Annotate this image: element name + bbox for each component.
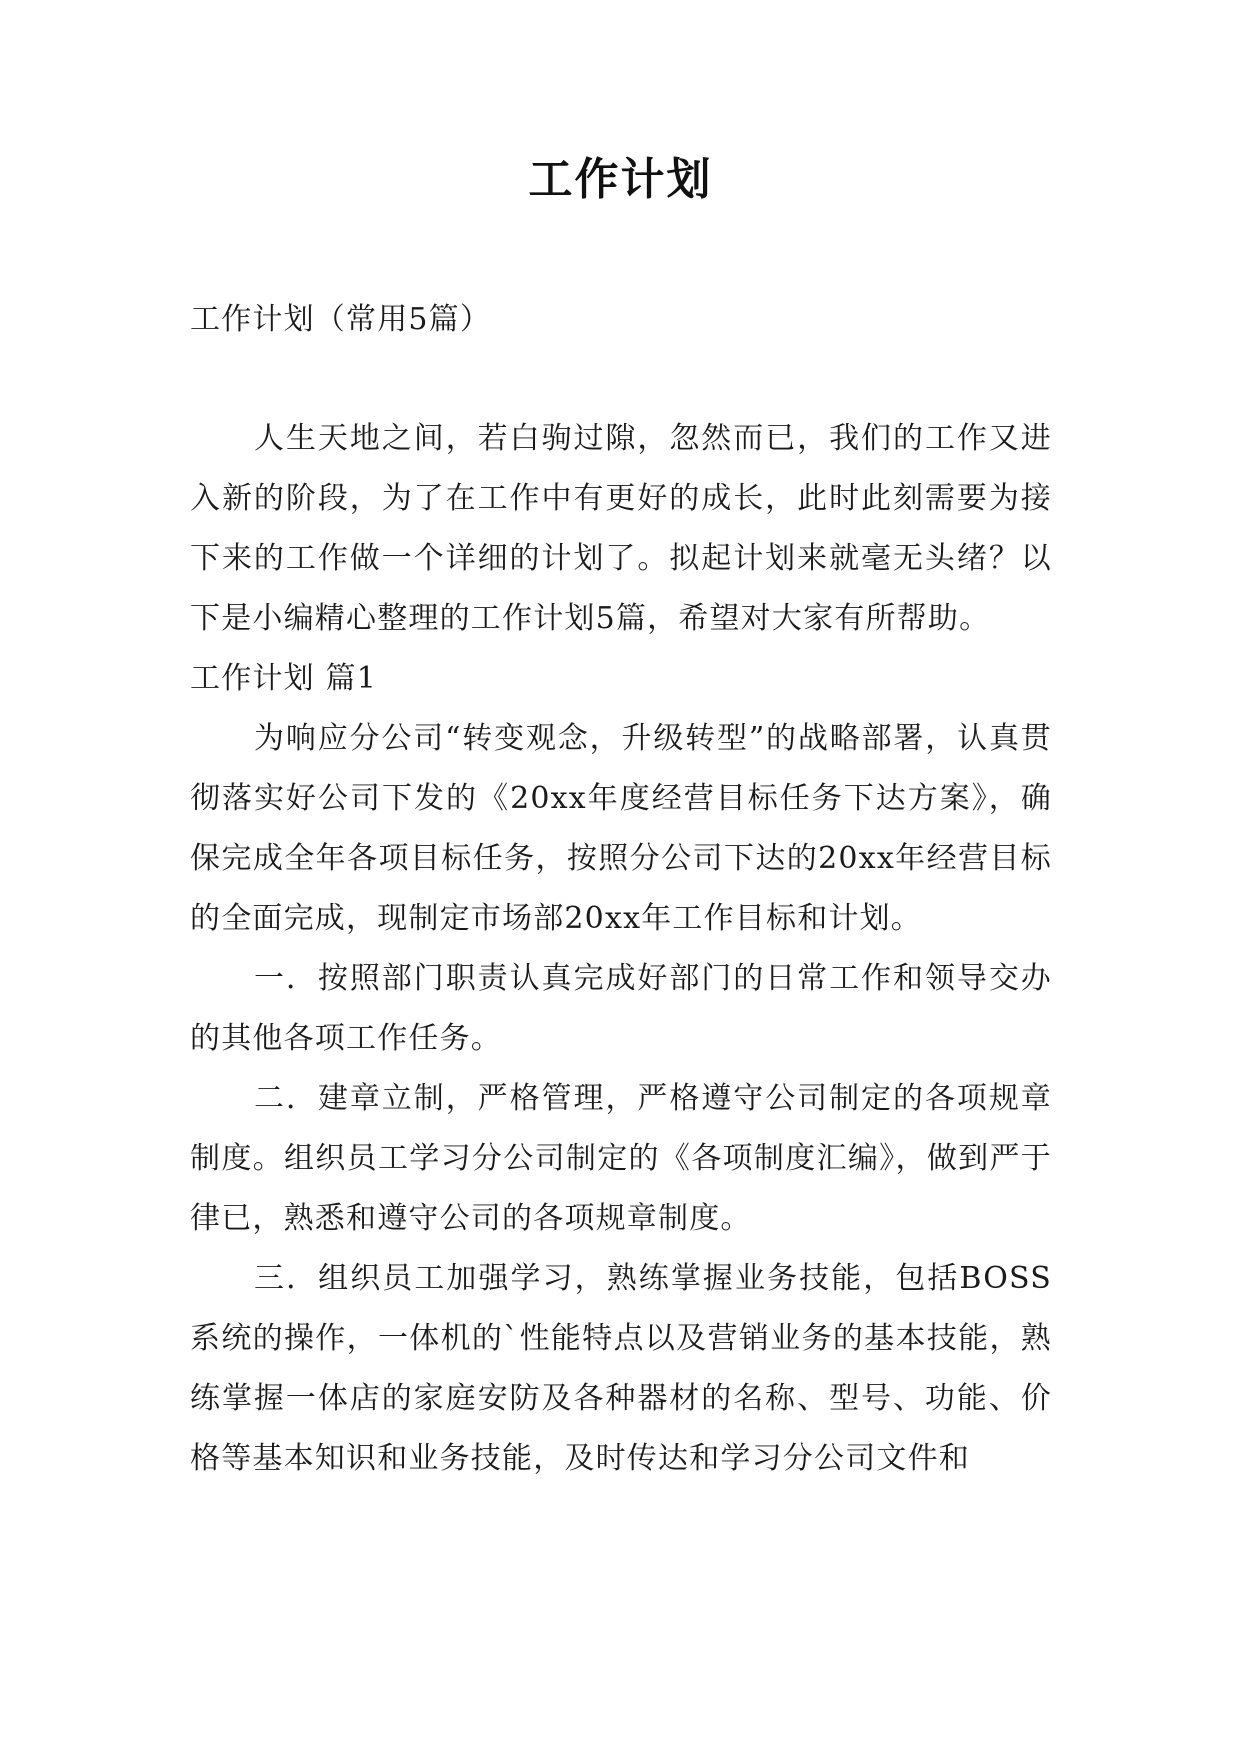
intro-paragraph: 人生天地之间，若白驹过隙，忽然而已，我们的工作又进入新的阶段，为了在工作中有更好的成长，此时此刻需要为接下来的工作做一个详细的计划了。拟起计划来就毫无头绪？以下是小编精心整理的工作计划5篇，希望对大家有所帮助。 bbox=[190, 421, 1052, 636]
body-paragraph: 二．建章立制，严格管理，严格遵守公司制定的各项规章制度。组织员工学习分公司制定的《各项制度汇编》，做到严于律已，熟悉和遵守公司的各项规章制度。 bbox=[190, 1081, 1052, 1236]
document-subtitle: 工作计划（常用5篇） bbox=[190, 302, 492, 337]
document-body bbox=[190, 290, 1052, 1489]
body-paragraph: 一．按照部门职责认真完成好部门的日常工作和领导交办的其他各项工作任务。 bbox=[190, 961, 1052, 1056]
section-heading: 工作计划 篇1 bbox=[190, 661, 378, 696]
document-title: 工作计划 bbox=[528, 154, 713, 205]
body-paragraph: 三．组织员工加强学习，熟练掌握业务技能，包括BOSS系统的操作，一体机的`性能特点以及营销业务的基本技能，熟练掌握一体店的家庭安防及各种器材的名称、型号、功能、价格等基本知识和业务技能，及时传达和学习分公司文件和 bbox=[190, 1261, 1052, 1476]
body-paragraph: 为响应分公司“转变观念，升级转型”的战略部署，认真贯彻落实好公司下发的《20xx年度经营目标任务下达方案》，确保完成全年各项目标任务，按照分公司下达的20xx年经营目标的全面完成，现制定市场部20xx年工作目标和计划。 bbox=[190, 721, 1052, 936]
